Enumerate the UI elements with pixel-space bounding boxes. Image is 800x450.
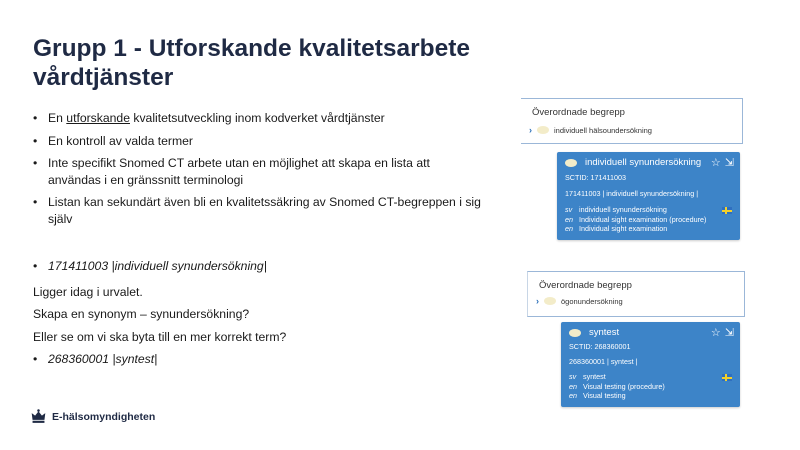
card-actions bbox=[711, 156, 734, 169]
parent-concept-item[interactable] bbox=[536, 296, 623, 306]
text-line-3: Eller se om vi ska byta till en mer korrekt term? bbox=[33, 330, 287, 344]
term-lang: en bbox=[565, 214, 573, 224]
term-row bbox=[569, 391, 665, 401]
term-text: Individual sight examination (procedure) bbox=[579, 214, 707, 224]
term-lang: en bbox=[565, 224, 573, 234]
term-lang: en bbox=[569, 391, 577, 401]
card-header bbox=[569, 327, 619, 338]
term-list bbox=[569, 372, 665, 401]
sctid-line: SCTID: 268360001 bbox=[569, 342, 631, 351]
card-actions bbox=[711, 326, 734, 339]
term-row bbox=[565, 205, 706, 215]
chevron-right-icon[interactable]: › bbox=[529, 125, 532, 135]
concept-type-icon bbox=[569, 329, 581, 337]
swedish-flag-icon bbox=[722, 207, 732, 214]
concept-card-2 bbox=[561, 322, 740, 407]
term-lang: en bbox=[569, 381, 577, 391]
bullet-item: • Listan kan sekundärt även bli en kvalitetssäkring av Snomed CT-begreppen i sig själv bbox=[33, 194, 483, 227]
chevron-right-icon[interactable]: › bbox=[536, 296, 539, 306]
parent-concept-item[interactable] bbox=[529, 125, 652, 135]
term-row bbox=[565, 224, 706, 234]
text-line-2: Skapa en synonym – synundersökning? bbox=[33, 307, 250, 321]
concept-ref-2: • 268360001 |syntest| bbox=[33, 352, 157, 366]
term-text: Visual testing bbox=[583, 391, 626, 401]
card-title: syntest bbox=[589, 327, 620, 338]
parent-concepts-header: Överordnade begrepp bbox=[532, 107, 625, 118]
term-lang: sv bbox=[569, 372, 577, 381]
underlined-word: utforskande bbox=[66, 111, 130, 125]
slide-title: Grupp 1 - Utforskande kvalitetsarbete vårdtjänster bbox=[33, 35, 471, 91]
bullet-text: kvalitetsutveckling inom kodverket vårdtjänster bbox=[129, 111, 385, 125]
term-text: Individual sight examination bbox=[579, 224, 668, 234]
pin-icon[interactable]: ⇲ bbox=[724, 327, 734, 339]
parent-concept-label: ögonundersökning bbox=[561, 296, 623, 306]
term-text: individuell synundersökning bbox=[579, 205, 667, 214]
agency-logo bbox=[30, 408, 155, 425]
crown-icon bbox=[30, 408, 47, 425]
bullet-item: • En kontroll av valda termer bbox=[33, 133, 483, 150]
sctid-line: SCTID: 171411003 bbox=[565, 173, 626, 182]
card-header bbox=[565, 157, 701, 168]
concept-ref-1: • 171411003 |individuell synundersökning| bbox=[33, 259, 267, 273]
pin-icon[interactable]: ⇲ bbox=[724, 157, 734, 169]
swedish-flag-icon bbox=[722, 374, 732, 381]
bullet-text: En bbox=[48, 111, 67, 125]
text-line-1: Ligger idag i urvalet. bbox=[33, 285, 143, 299]
term-row bbox=[565, 215, 706, 225]
bullet-item bbox=[33, 110, 483, 127]
concept-type-icon bbox=[537, 126, 549, 134]
fsn-line: 268360001 | syntest | bbox=[569, 357, 638, 366]
concept-type-icon bbox=[565, 159, 577, 167]
parent-concepts-header: Överordnade begrepp bbox=[539, 280, 632, 291]
concept-card-1 bbox=[557, 152, 740, 240]
term-text: Visual testing (procedure) bbox=[583, 381, 665, 391]
parent-concepts-box-2 bbox=[527, 271, 745, 317]
term-lang: sv bbox=[565, 205, 573, 214]
card-title: individuell synundersökning bbox=[585, 157, 702, 168]
term-list bbox=[565, 205, 706, 234]
logo-text: E-hälsomyndigheten bbox=[52, 410, 156, 423]
bullet-item: • Inte specifikt Snomed CT arbete utan en möjlighet att skapa en lista att användas i en gränssnitt terminologi bbox=[33, 155, 483, 188]
star-icon[interactable]: ☆ bbox=[710, 157, 721, 169]
fsn-line: 171411003 | individuell synundersökning | bbox=[565, 189, 699, 198]
parent-concepts-box-1 bbox=[521, 98, 743, 144]
star-icon[interactable]: ☆ bbox=[710, 327, 721, 339]
concept-type-icon bbox=[544, 297, 556, 305]
bullet-list bbox=[33, 110, 483, 233]
term-text: syntest bbox=[583, 372, 606, 381]
term-row bbox=[569, 382, 665, 392]
parent-concept-label: individuell hälsoundersökning bbox=[554, 125, 652, 135]
term-row bbox=[569, 372, 665, 382]
